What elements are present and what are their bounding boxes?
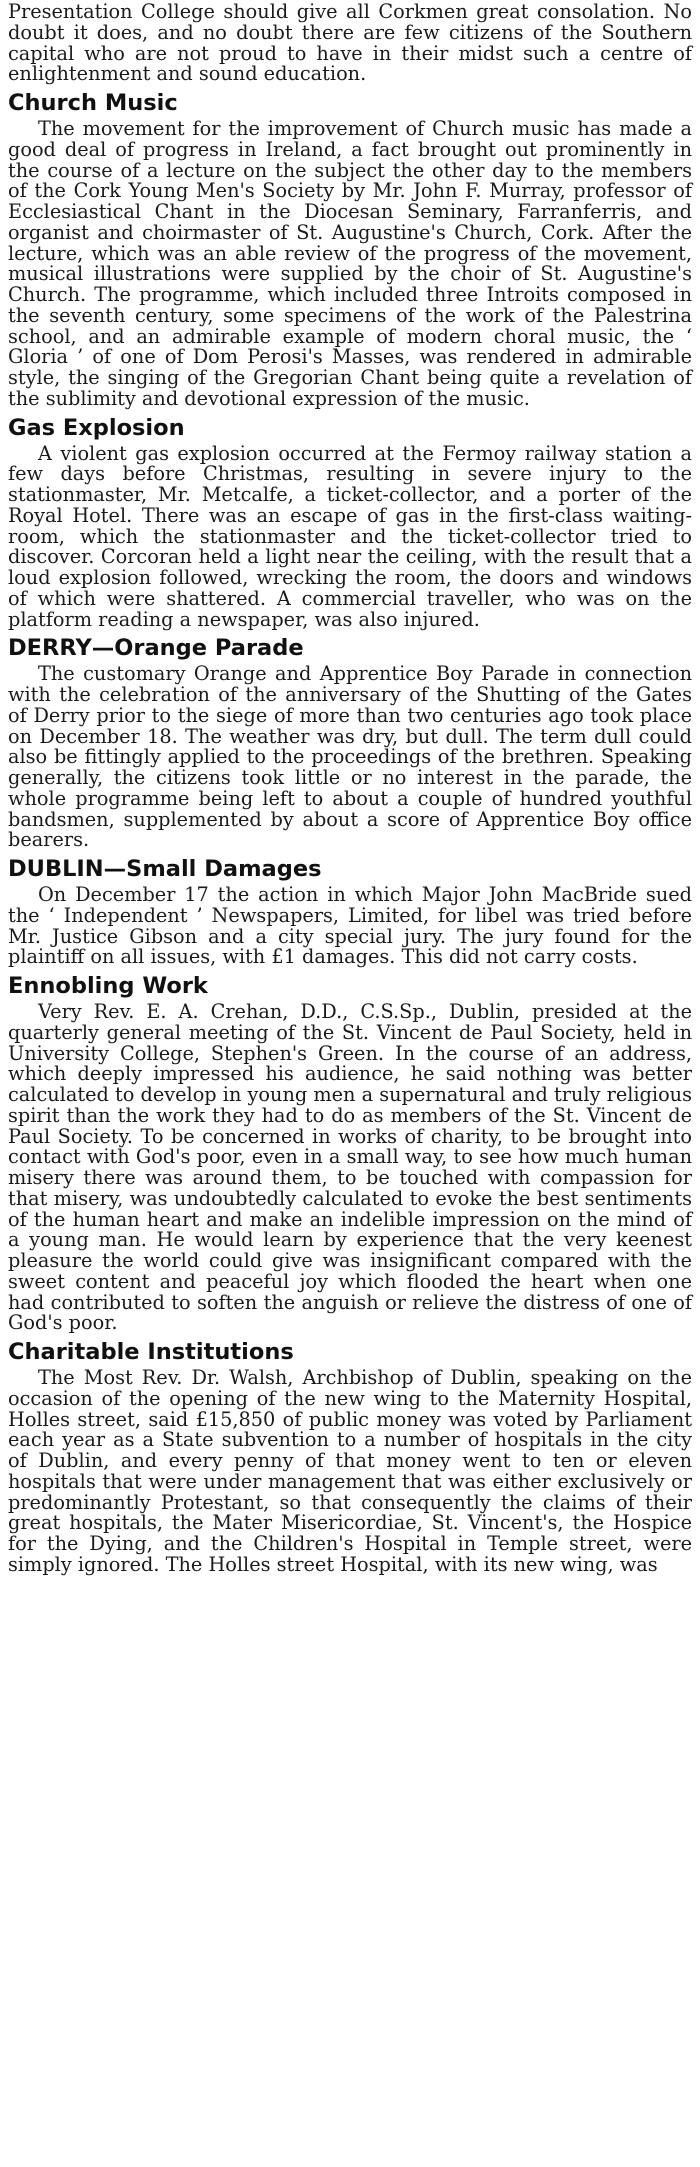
- article-body: The Most Rev. Dr. Walsh, Archbishop of Dublin, speaking on the occasion of the opening of the new wing to the Maternity Hospital, Holles street, said £15,850 of public money was voted by Parliament each year as a State subvention to a number of hospitals in the city of Dublin, and every penny of that money went to ten or eleven hospitals that were under management that was either exclusively or predominantly Protestant, so that consequently the claims of their great hospitals, the Mater Misericordiae, St. Vincent's, the Hospice for the Dying, and the Children's Hospital in Temple street, were simply ignored. The Holles street Hospital, with its new wing, was: [8, 1366, 692, 1576]
- article-charitable-institutions: [8, 1337, 692, 1576]
- article-heading: DUBLIN—Small Damages: [8, 856, 322, 882]
- article-heading: Gas Explosion: [8, 414, 185, 441]
- article-dublin-small-damages: [8, 854, 692, 968]
- lead-paragraph: Presentation College should give all Corkmen great consolation. No doubt it does, and no doubt there are few citizens of the Southern capital who are not proud to have in their midst such a centre of enlightenment and sound education.: [8, 0, 692, 86]
- article-body: On December 17 the action in which Major John MacBride sued the ‘ Independent ’ Newspapers, Limited, for libel was tried before Mr. Justice Gibson and a city special jury. The jury found for the plaintiff on all issues, with £1 damages. This did not carry costs.: [8, 883, 692, 969]
- article-gas-explosion: [8, 413, 692, 631]
- article-church-music: [8, 88, 692, 410]
- article-heading: Ennobling Work: [8, 973, 208, 999]
- article-heading: Church Music: [8, 90, 178, 116]
- article-ennobling-work: [8, 971, 692, 1334]
- article-heading: DERRY—Orange Parade: [8, 635, 304, 662]
- article-derry-orange-parade: [8, 633, 692, 851]
- article-body: Very Rev. E. A. Crehan, D.D., C.S.Sp., Dublin, presided at the quarterly general meeting of the St. Vincent de Paul Society, held in University College, Stephen's Green. In the course of an address, which deeply impressed his audience, he said nothing was better calculated to develop in young men a supernatural and truly religious spirit than the work they had to do as members of the St. Vincent de Paul Society. To be concerned in works of charity, to be brought into contact with God's poor, even in a small way, to see how much human misery there was around them, to be touched with compassion for that misery, was undoubtedly calculated to evoke the best sentiments of the human heart and make an indelible impression on the mind of a young man. He would learn by experience that the very keenest pleasure the world could give was insignificant compared with the sweet content and peaceful joy which flooded the heart when one had contributed to soften the anguish or relieve the distress of one of God's poor.: [8, 1000, 692, 1335]
- article-body: The movement for the improvement of Church music has made a good deal of progress in Ireland, a fact brought out prominently in the course of a lecture on the subject the other day to the members of the Cork Young Men's Society by Mr. John F. Murray, professor of Ecclesiastical Chant in the Diocesan Seminary, Farranferris, and organist and choirmaster of St. Augustine's Church, Cork. After the lecture, which was an able review of the progress of the movement, musical illustrations were supplied by the choir of St. Augustine's Church. The programme, which included three Introits composed in the seventh century, some specimens of the work of the Palestrina school, and an admirable example of modern choral music, the ‘ Gloria ’ of one of Dom Perosi's Masses, was rendered in admirable style, the singing of the Gregorian Chant being quite a revelation of the sublimity and devotional expression of the music.: [8, 117, 692, 410]
- article-heading: Charitable Institutions: [8, 1339, 294, 1365]
- article-body: The customary Orange and Apprentice Boy Parade in connection with the celebration of the anniversary of the Shutting of the Gates of Derry prior to the siege of more than two centuries ago took place on December 18. The weather was dry, but dull. The term dull could also be fittingly applied to the proceedings of the brethren. Speaking generally, the citizens took little or no interest in the parade, the whole programme being left to about a couple of hundred youthful bandsmen, supplemented by about a score of Apprentice Boy office bearers.: [8, 662, 692, 852]
- article-body: A violent gas explosion occurred at the Fermoy railway station a few days before Christmas, resulting in severe injury to the stationmaster, Mr. Metcalfe, a ticket-collector, and a porter of the Royal Hotel. There was an escape of gas in the first-class waiting-room, which the stationmaster and the ticket-collector tried to discover. Corcoran held a light near the ceiling, with the result that a loud explosion followed, wrecking the room, the doors and windows of which were shattered. A commercial traveller, who was on the platform reading a newspaper, was also injured.: [8, 441, 692, 631]
